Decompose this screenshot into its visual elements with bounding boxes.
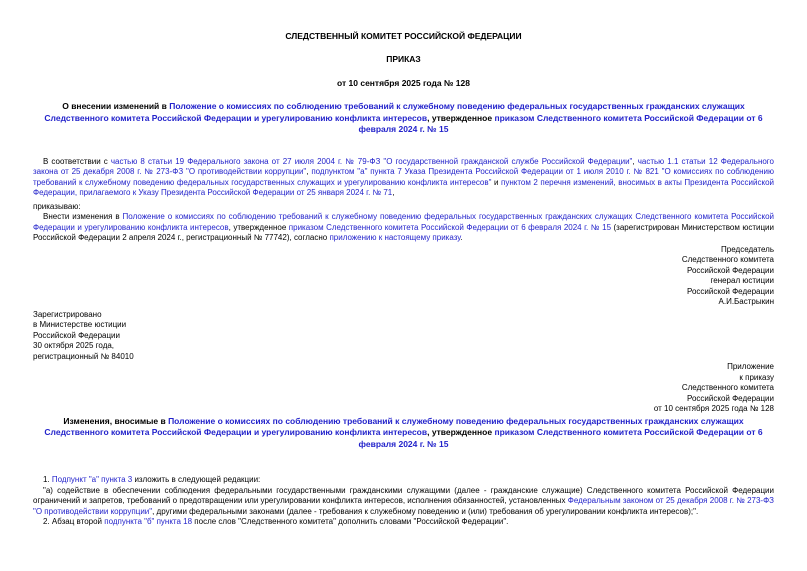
intro-law-273fz-link[interactable]: частью 1.1 статьи 12 Федерального закона от 25 декабря 2008 г. № 273-ФЗ "О противодействии коррупции" bbox=[33, 156, 775, 176]
signature-line-title: Председатель bbox=[721, 244, 774, 254]
decree-order-link[interactable]: приказом Следственного комитета Российской Федерации от 6 февраля 2024 г. № 15 bbox=[288, 222, 612, 232]
appendix-title-text-1: Изменения, вносимые в bbox=[63, 415, 169, 426]
amendment-item-1-body bbox=[33, 486, 774, 518]
decree-appendix-link[interactable]: приложению к настоящему приказу bbox=[329, 233, 461, 242]
decree-text-4: . bbox=[460, 233, 463, 242]
amendment-law-273fz-link[interactable]: Федеральным законом от 25 декабря 2008 г. № 273-ФЗ "О противодействии коррупции" bbox=[33, 496, 774, 516]
appendix-header-line-2: к приказу bbox=[739, 372, 774, 382]
amendment-item-2-text-1: 2. Абзац второй bbox=[43, 517, 105, 526]
title-regulation-link[interactable]: Положение о комиссиях по соблюдению требований к служебному поведению федеральных государственных гражданских служащих Следственного комитета Российской Федерации и урегулированию конфликта интересов bbox=[44, 101, 745, 123]
org-name: СЛЕДСТВЕННЫЙ КОМИТЕТ РОССИЙСКОЙ ФЕДЕРАЦИИ bbox=[285, 31, 522, 41]
decree-regulation-link[interactable]: Положение о комиссиях по соблюдению требований к служебному поведению федеральных государственных гражданских служащих Следственного комитета Российской Федерации и урегулированию конфликта интересов bbox=[33, 212, 775, 232]
intro-text-5: , bbox=[392, 188, 395, 197]
amendment-item-2 bbox=[33, 517, 774, 528]
signature-line-rank-2: Российской Федерации bbox=[687, 286, 774, 296]
intro-paragraph bbox=[33, 157, 774, 199]
signature-block bbox=[33, 245, 774, 308]
appendix-header-line-5: от 10 сентября 2025 года № 128 bbox=[653, 404, 774, 413]
amendment-item-2-text-2: после слов "Следственного комитета" дополнить словами "Российской Федерации". bbox=[192, 517, 509, 526]
registration-block bbox=[33, 310, 774, 363]
intro-text-3: , bbox=[306, 167, 312, 176]
intro-ukaz-821-link[interactable]: подпунктом "а" пункта 7 Указа Президента Российской Федерации от 1 июля 2010 г. № 821 "О комиссиях по соблюдению требований к служебному поведению федеральных государственных служащих и урегулированию конфликта интересов" bbox=[33, 167, 774, 187]
title-text-1: О внесении изменений в bbox=[62, 101, 170, 111]
appendix-header-block bbox=[33, 362, 774, 415]
signature-line-org-2: Российской Федерации bbox=[687, 265, 774, 275]
intro-law-79fz-link[interactable]: частью 8 статьи 19 Федерального закона от 27 июля 2004 г. № 79-ФЗ "О государственной гражданской службе Российской Федерации" bbox=[110, 156, 633, 166]
decree-text-2: , утвержденное bbox=[228, 222, 289, 232]
amendment-subpoint-a-link[interactable]: Подпункт "а" пункта 3 bbox=[51, 475, 133, 484]
document-title bbox=[33, 101, 774, 136]
registration-line-2: в Министерстве юстиции bbox=[33, 320, 127, 329]
title-order-link[interactable]: приказом Следственного комитета Российской Федерации от 6 февраля 2024 г. № 15 bbox=[358, 112, 763, 134]
appendix-title bbox=[33, 416, 774, 451]
doc-date-number: от 10 сентября 2025 года № 128 bbox=[337, 78, 470, 88]
amendment-item-1-heading bbox=[33, 475, 774, 486]
signature-line-name: А.И.Бастрыкин bbox=[718, 297, 774, 306]
appendix-header-line-1: Приложение bbox=[727, 362, 774, 371]
registration-line-5: регистрационный № 84010 bbox=[33, 351, 134, 361]
decree-paragraph bbox=[33, 212, 774, 244]
prikaz-word: приказываю: bbox=[33, 201, 81, 211]
appendix-title-regulation-link[interactable]: Положение о комиссиях по соблюдению требований к служебному поведению федеральных государственных гражданских служащих Следственного комитета Российской Федерации и урегулированию конфликта интересов bbox=[44, 415, 744, 437]
appendix-title-text-2: , утвержденное bbox=[427, 427, 495, 437]
intro-text-4: и bbox=[491, 177, 501, 187]
amendment-item-1-body-text-1: "а) содействие в обеспечении соблюдения федеральными государственными гражданскими служащими (далее - гражданские служащие) Следственного комитета Российской Федерации ограничений и запретов, требований о предотвращении или урегулировании конфликта интересов, исполнения обязанностей, установленных bbox=[33, 485, 774, 505]
amendment-item-1-tail: изложить в следующей редакции: bbox=[132, 475, 261, 484]
amendment-subpoint-b-link[interactable]: подпункта "б" пункта 18 bbox=[104, 517, 193, 526]
registration-line-3: Российской Федерации bbox=[33, 330, 120, 340]
amendment-item-1-body-text-2: , другими федеральными законами (далее - требования к служебному поведению и (или) требования об урегулировании конфликта интересов);". bbox=[152, 506, 699, 516]
decree-text-3: (зарегистрирован Министерством юстиции Российской Федерации 2 апреля 2024 г., регистрационный № 77742), согласно bbox=[33, 222, 774, 242]
registration-line-4: 30 октября 2025 года, bbox=[33, 341, 115, 350]
decree-text-1: Внести изменения в bbox=[43, 212, 123, 221]
appendix-header-line-4: Российской Федерации bbox=[687, 393, 774, 403]
registration-line-1: Зарегистрировано bbox=[33, 309, 102, 319]
intro-text-2: , bbox=[632, 156, 638, 166]
appendix-header-line-3: Следственного комитета bbox=[681, 383, 774, 392]
signature-line-rank-1: генерал юстиции bbox=[710, 276, 774, 285]
intro-ukaz-71-link[interactable]: пунктом 2 перечня изменений, вносимых в акты Президента Российской Федерации, прилагаемого к Указу Президента Российской Федерации от 25 января 2024 г. № 71 bbox=[33, 177, 774, 197]
title-text-2: , утвержденное bbox=[427, 112, 495, 123]
amendments-section bbox=[33, 475, 774, 528]
signature-line-org-1: Следственного комитета bbox=[681, 255, 774, 264]
intro-text-1: В соответствии с bbox=[43, 156, 111, 166]
doc-type-label: ПРИКАЗ bbox=[386, 54, 421, 64]
appendix-title-order-link[interactable]: приказом Следственного комитета Российской Федерации от 6 февраля 2024 г. № 15 bbox=[358, 427, 763, 449]
amendment-item-1-number: 1. bbox=[43, 475, 52, 484]
